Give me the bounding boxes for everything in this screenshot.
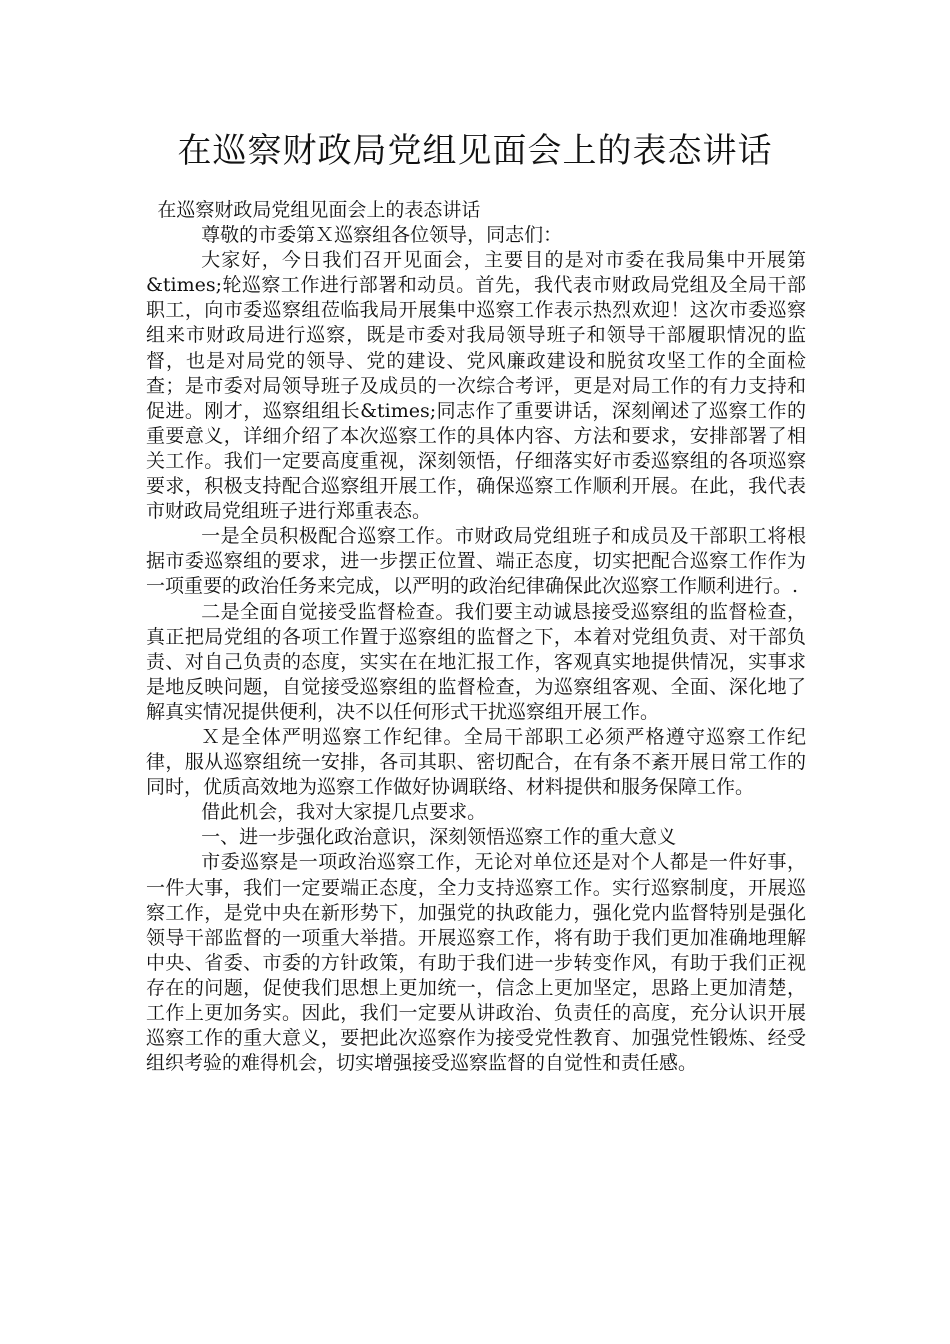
document-title: 在巡察财政局党组见面会上的表态讲话	[177, 131, 773, 171]
body-paragraph: 借此机会，我对大家提几点要求。	[201, 801, 487, 824]
body-paragraph: Ｘ是全体严明巡察工作纪律。全局干部职工必须严格遵守巡察工作纪律，服从巡察组统一安排，各司其职、密切配合，在有条不紊开展日常工作的同时，优质高效地为巡察工作做好协调联络、材料提供和服务保障工作。	[146, 725, 806, 799]
document-body	[146, 198, 806, 1076]
section-heading: 一、进一步强化政治意识，深刻领悟巡察工作的重大意义	[201, 826, 677, 849]
salutation-paragraph: 尊敬的市委第Ｘ巡察组各位领导，同志们：	[201, 224, 563, 247]
body-paragraph: 一是全员积极配合巡察工作。市财政局党组班子和成员及干部职工将根据市委巡察组的要求，进一步摆正位置、端正态度，切实把配合巡察工作作为一项重要的政治任务来完成，以严明的政治纪律确保此次巡察工作顺利进行。.	[146, 525, 806, 598]
body-paragraph: 二是全面自觉接受监督检查。我们要主动诚恳接受巡察组的监督检查，真正把局党组的各项工作置于巡察组的监督之下，本着对党组负责、对干部负责、对自己负责的态度，实实在在地汇报工作，客观真实地提供情况，实事求是地反映问题，自觉接受巡察组的监督检查，为巡察组客观、全面、深化地了解真实情况提供便利，决不以任何形式干扰巡察组开展工作。	[146, 600, 806, 723]
body-paragraph: 市委巡察是一项政治巡察工作，无论对单位还是对个人都是一件好事，一件大事，我们一定要端正态度，全力支持巡察工作。实行巡察制度，开展巡察工作，是党中央在新形势下，加强党的执政能力，强化党内监督特别是强化领导干部监督的一项重大举措。开展巡察工作，将有助于我们更加准确地理解中央、省委、市委的方针政策，有助于我们进一步转变作风，有助于我们正视存在的问题，促使我们思想上更加统一，信念上更加坚定，思路上更加清楚，工作上更加务实。因此，我们一定要从讲政治、负责任的高度，充分认识开展巡察工作的重大意义，要把此次巡察作为接受党性教育、加强党性锻炼、经受组织考验的难得机会，切实增强接受巡察监督的自觉性和责任感。	[146, 851, 806, 1075]
subtitle-paragraph: 在巡察财政局党组见面会上的表态讲话	[157, 199, 481, 221]
body-paragraph: 大家好，今日我们召开见面会，主要目的是对市委在我局集中开展第&times;轮巡察工作进行部署和动员。首先，我代表市财政局党组及全局干部职工，向市委巡察组莅临我局开展集中巡察工作表示热烈欢迎！这次市委巡察组来市财政局进行巡察，既是市委对我局领导班子和领导干部履职情况的监督，也是对局党的领导、党的建设、党风廉政建设和脱贫攻坚工作的全面检查；是市委对局领导班子及成员的一次综合考评，更是对局工作的有力支持和促进。刚才，巡察组组长&times;同志作了重要讲话，深刻阐述了巡察工作的重要意义，详细介绍了本次巡察工作的具体内容、方法和要求，安排部署了相关工作。我们一定要高度重视，深刻领悟，仔细落实好市委巡察组的各项巡察要求，积极支持配合巡察组开展工作，确保巡察工作顺利开展。在此，我代表市财政局党组班子进行郑重表态。	[146, 249, 806, 523]
